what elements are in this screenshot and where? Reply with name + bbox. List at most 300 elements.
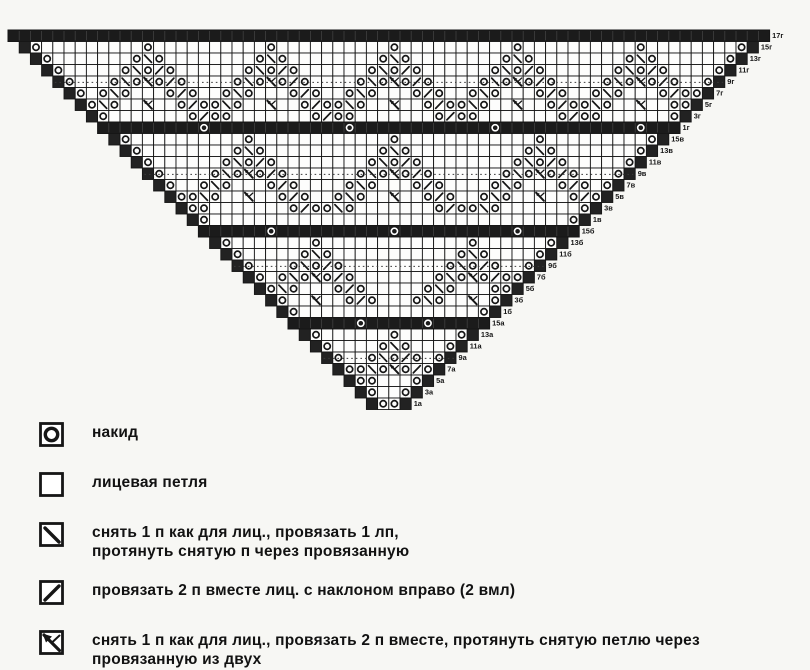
chart-cell [198, 53, 209, 65]
chart-cell [478, 111, 489, 123]
chart-cell [490, 42, 501, 54]
chart-cell [411, 237, 422, 249]
chart-cell [187, 76, 198, 88]
chart-cell [624, 42, 635, 54]
chart-cell [165, 145, 176, 157]
chart-cell [310, 65, 321, 77]
chart-cell [669, 53, 680, 65]
chart-cell [333, 329, 344, 341]
chart-cell [232, 203, 243, 215]
chart-cell [75, 76, 86, 88]
chart-cell [389, 180, 400, 192]
chart-cell [333, 180, 344, 192]
chart-cell [602, 65, 613, 77]
chart-cell [456, 157, 467, 169]
chart-cell [154, 99, 165, 111]
chart-cell [366, 134, 377, 146]
chart-cell [378, 88, 389, 100]
chart-row [19, 42, 758, 54]
chart-cell [434, 237, 445, 249]
legend-item-yarn-over [38, 420, 778, 454]
chart-cell [411, 99, 422, 111]
chart-cell [109, 53, 120, 65]
chart-cell [277, 134, 288, 146]
chart-cell [590, 168, 601, 180]
chart-cell [344, 168, 355, 180]
chart-cell [523, 237, 534, 249]
chart-cell [355, 42, 366, 54]
chart-cell [254, 283, 265, 295]
row-number-label: 5в [615, 192, 624, 202]
chart-cell [523, 214, 534, 226]
chart-cell [366, 341, 377, 353]
chart-cell [557, 237, 568, 249]
chart-cell [456, 214, 467, 226]
chart-cell [243, 237, 254, 249]
chart-cell [400, 88, 411, 100]
chart-cell [210, 237, 221, 249]
chart-cell [310, 53, 321, 65]
chart-cell [366, 260, 377, 272]
chart-cell [187, 214, 198, 226]
chart-cell [98, 65, 109, 77]
chart-cell [590, 157, 601, 169]
chart-cell [434, 168, 445, 180]
chart-cell [467, 134, 478, 146]
chart-cell [658, 42, 669, 54]
chart-cell [534, 260, 545, 272]
chart-cell [254, 214, 265, 226]
chart-row [154, 180, 624, 192]
chart-cell [277, 42, 288, 54]
row-number-label: 9б [548, 261, 557, 271]
chart-cell [322, 329, 333, 341]
chart-cell [198, 65, 209, 77]
chart-cell [299, 168, 310, 180]
chart-cell [602, 111, 613, 123]
chart-grid [8, 30, 773, 410]
chart-cell [411, 387, 422, 399]
chart-cell [64, 88, 75, 100]
chart-cell [400, 306, 411, 318]
chart-cell [400, 42, 411, 54]
chart-cell [333, 364, 344, 376]
chart-cell [210, 214, 221, 226]
chart-cell [478, 134, 489, 146]
chart-cell [355, 249, 366, 261]
chart-cell [120, 53, 131, 65]
chart-cell [165, 53, 176, 65]
chart-cell [400, 191, 411, 203]
chart-cell [344, 76, 355, 88]
chart-cell [400, 249, 411, 261]
chart-cell [434, 341, 445, 353]
chart-cell [568, 65, 579, 77]
chart-cell [86, 111, 97, 123]
chart-cell [590, 145, 601, 157]
chart-cell [344, 260, 355, 272]
row-number-label: 15б [581, 226, 595, 236]
chart-cell [590, 53, 601, 65]
chart-row [187, 214, 590, 226]
chart-cell [389, 111, 400, 123]
chart-cell [232, 42, 243, 54]
chart-cell [176, 65, 187, 77]
chart-cell [232, 214, 243, 226]
chart-cell [523, 191, 534, 203]
chart-cell [355, 145, 366, 157]
chart-cell [366, 329, 377, 341]
chart-cell [445, 306, 456, 318]
chart-cell [422, 157, 433, 169]
chart-cell [456, 42, 467, 54]
chart-cell [456, 88, 467, 100]
chart-cell [266, 260, 277, 272]
chart-cell [277, 99, 288, 111]
chart-cell [490, 134, 501, 146]
chart-cell [456, 283, 467, 295]
chart-cell [624, 99, 635, 111]
chart-cell [243, 53, 254, 65]
chart-cell [344, 157, 355, 169]
chart-cell [445, 42, 456, 54]
chart-cell [646, 99, 657, 111]
chart-row [165, 191, 613, 203]
chart-cell [142, 168, 153, 180]
chart-cell [176, 168, 187, 180]
chart-cell [422, 214, 433, 226]
chart-cell [400, 272, 411, 284]
chart-cell [310, 180, 321, 192]
chart-cell [635, 157, 646, 169]
row-number-label: 7г [716, 88, 724, 98]
chart-cell [624, 168, 635, 180]
chart-cell [467, 53, 478, 65]
chart-cell [176, 145, 187, 157]
row-number-label: 1в [592, 215, 602, 225]
chart-cell [322, 65, 333, 77]
chart-cell [389, 88, 400, 100]
chart-cell [198, 134, 209, 146]
chart-cell [467, 42, 478, 54]
chart-cell [456, 191, 467, 203]
chart-row [266, 295, 512, 307]
chart-cell [288, 145, 299, 157]
chart-cell [658, 111, 669, 123]
chart-cell [400, 99, 411, 111]
chart-cell [400, 111, 411, 123]
chart-cell [344, 145, 355, 157]
chart-cell [546, 191, 557, 203]
legend-item-slip-knit-psso [38, 520, 778, 562]
chart-row [355, 387, 422, 399]
chart-row [221, 249, 557, 261]
chart-cell [400, 260, 411, 272]
chart-cell [154, 134, 165, 146]
chart-cell [646, 42, 657, 54]
chart-cell [624, 145, 635, 157]
chart-cell [322, 168, 333, 180]
chart-cell [254, 237, 265, 249]
chart-cell [378, 191, 389, 203]
chart-cell [98, 53, 109, 65]
legend-label: накид [92, 424, 139, 441]
chart-cell [378, 111, 389, 123]
chart-cell [669, 65, 680, 77]
chart-cell [243, 272, 254, 284]
chart-cell [445, 295, 456, 307]
chart-cell [75, 65, 86, 77]
chart-cell [165, 42, 176, 54]
chart-cell [658, 99, 669, 111]
chart-cell [389, 283, 400, 295]
chart-cell [355, 306, 366, 318]
chart-cell [232, 260, 243, 272]
chart-row [53, 76, 725, 88]
chart-cell [579, 157, 590, 169]
chart-cell [389, 237, 400, 249]
chart-cell [579, 134, 590, 146]
chart-cell [490, 214, 501, 226]
chart-cell [277, 88, 288, 100]
chart-cell [490, 237, 501, 249]
row-number-label: 3а [424, 387, 434, 397]
chart-cell [378, 387, 389, 399]
chart-cell [579, 76, 590, 88]
chart-cell [344, 237, 355, 249]
chart-cell [512, 214, 523, 226]
chart-cell [512, 260, 523, 272]
chart-cell [378, 249, 389, 261]
chart-cell [366, 249, 377, 261]
chart-row [299, 329, 478, 341]
chart-cell [456, 65, 467, 77]
chart-cell [400, 329, 411, 341]
chart-cell [400, 180, 411, 192]
chart-cell [131, 99, 142, 111]
chart-cell [355, 214, 366, 226]
chart-cell [456, 306, 467, 318]
chart-cell [366, 272, 377, 284]
chart-cell [378, 272, 389, 284]
chart-cell [109, 134, 120, 146]
chart-cell [434, 364, 445, 376]
chart-cell [467, 191, 478, 203]
chart-row [277, 306, 501, 318]
chart-cell [490, 306, 501, 318]
chart-cell [266, 249, 277, 261]
chart-cell [322, 352, 333, 364]
legend-label: провязать 2 п вместе лиц. с наклоном вправо (2 вмл) [92, 581, 516, 599]
chart-cell [389, 260, 400, 272]
chart-cell [221, 53, 232, 65]
chart-cell [546, 53, 557, 65]
chart-cell [714, 42, 725, 54]
chart-cell [333, 306, 344, 318]
chart-cell [355, 387, 366, 399]
chart-cell [512, 237, 523, 249]
chart-cell [299, 65, 310, 77]
chart-cell [501, 88, 512, 100]
k2tog-right-symbol [38, 578, 68, 612]
chart-cell [501, 203, 512, 215]
chart-cell [355, 111, 366, 123]
chart-cell [322, 53, 333, 65]
chart-cell [310, 157, 321, 169]
chart-cell [98, 76, 109, 88]
chart-cell [42, 65, 53, 77]
row-number-label: 1г [682, 123, 690, 133]
chart-cell [75, 99, 86, 111]
chart-cell [344, 375, 355, 387]
legend-item-k2tog-right [38, 578, 778, 612]
chart-cell [154, 157, 165, 169]
chart-cell [378, 180, 389, 192]
chart-cell [333, 249, 344, 261]
chart-cell [445, 214, 456, 226]
chart-cell [243, 42, 254, 54]
chart-cell [131, 157, 142, 169]
chart-cell [613, 134, 624, 146]
chart-cell [266, 88, 277, 100]
row-number-label: 3г [693, 111, 701, 121]
chart-cell [109, 42, 120, 54]
chart-row [232, 260, 546, 272]
chart-cell [613, 99, 624, 111]
chart-cell [490, 168, 501, 180]
row-number-label: 5б [525, 284, 535, 294]
chart-cell [579, 168, 590, 180]
chart-cell [646, 88, 657, 100]
chart-cell [534, 214, 545, 226]
chart-cell [467, 145, 478, 157]
chart-cell [445, 168, 456, 180]
row-number-label: 15г [760, 42, 773, 52]
chart-cell [534, 203, 545, 215]
chart-cell [288, 214, 299, 226]
chart-cell [366, 42, 377, 54]
chart-cell [422, 260, 433, 272]
chart-cell [557, 145, 568, 157]
chart-cell [299, 283, 310, 295]
chart-cell [176, 53, 187, 65]
chart-cell [366, 214, 377, 226]
chart-cell [490, 145, 501, 157]
chart-cell [456, 295, 467, 307]
chart-cell [445, 237, 456, 249]
chart-cell [478, 180, 489, 192]
chart-cell [53, 42, 64, 54]
chart-cell [501, 134, 512, 146]
chart-cell [680, 42, 691, 54]
chart-cell [568, 134, 579, 146]
chart-cell [86, 76, 97, 88]
chart-cell [165, 99, 176, 111]
chart-cell [187, 168, 198, 180]
chart-cell [691, 65, 702, 77]
row-number-label: 1а [413, 399, 422, 409]
chart-cell [725, 42, 736, 54]
chart-cell [467, 306, 478, 318]
chart-cell [478, 214, 489, 226]
slip-knit-psso-symbol [38, 520, 68, 554]
chart-cell [400, 398, 411, 410]
chart-cell [546, 249, 557, 261]
chart-cell [366, 237, 377, 249]
chart-cell [221, 42, 232, 54]
chart-cell [53, 76, 64, 88]
chart-cell [501, 214, 512, 226]
chart-cell [299, 157, 310, 169]
chart-cell [333, 237, 344, 249]
chart-row [75, 99, 702, 111]
chart-cell [355, 53, 366, 65]
chart-cell [445, 65, 456, 77]
chart-cell [434, 53, 445, 65]
chart-cell [411, 283, 422, 295]
chart-cell [266, 191, 277, 203]
chart-cell [378, 260, 389, 272]
row-number-label: 15в [671, 134, 685, 144]
chart-cell [635, 88, 646, 100]
chart-cell [366, 99, 377, 111]
chart-cell [176, 111, 187, 123]
chart-cell [568, 53, 579, 65]
chart-cell [602, 53, 613, 65]
chart-cell [355, 237, 366, 249]
chart-cell [299, 214, 310, 226]
chart-cell [210, 157, 221, 169]
chart-cell [602, 191, 613, 203]
chart-cell [512, 111, 523, 123]
chart-cell [366, 111, 377, 123]
chart-cell [333, 341, 344, 353]
chart-cell [277, 249, 288, 261]
chart-row [42, 65, 736, 77]
chart-cell [266, 214, 277, 226]
chart-cell [501, 145, 512, 157]
chart-cell [288, 157, 299, 169]
chart-cell [534, 237, 545, 249]
chart-cell [210, 145, 221, 157]
chart-cell [310, 306, 321, 318]
chart-cell [478, 53, 489, 65]
row-number-label: 5г [704, 100, 713, 110]
chart-cell [523, 249, 534, 261]
chart-cell [422, 341, 433, 353]
chart-cell [624, 88, 635, 100]
chart-cell [232, 134, 243, 146]
chart-cell [523, 88, 534, 100]
row-number-label: 11б [559, 249, 572, 259]
chart-cell [400, 237, 411, 249]
legend-label: снять 1 п как для лиц., провязать 2 п вместе, протянуть снятую петлю через провязанную из двух [92, 631, 700, 668]
chart-cell [210, 65, 221, 77]
chart-cell [254, 111, 265, 123]
chart-cell [635, 111, 646, 123]
chart-cell [568, 76, 579, 88]
chart-cell [210, 42, 221, 54]
chart-cell [333, 88, 344, 100]
chart-cell [602, 134, 613, 146]
chart-cell [131, 88, 142, 100]
chart-cell [221, 134, 232, 146]
chart-cell [523, 111, 534, 123]
chart-cell [456, 341, 467, 353]
chart-cell [523, 272, 534, 284]
chart-cell [243, 111, 254, 123]
chart-cell [322, 145, 333, 157]
